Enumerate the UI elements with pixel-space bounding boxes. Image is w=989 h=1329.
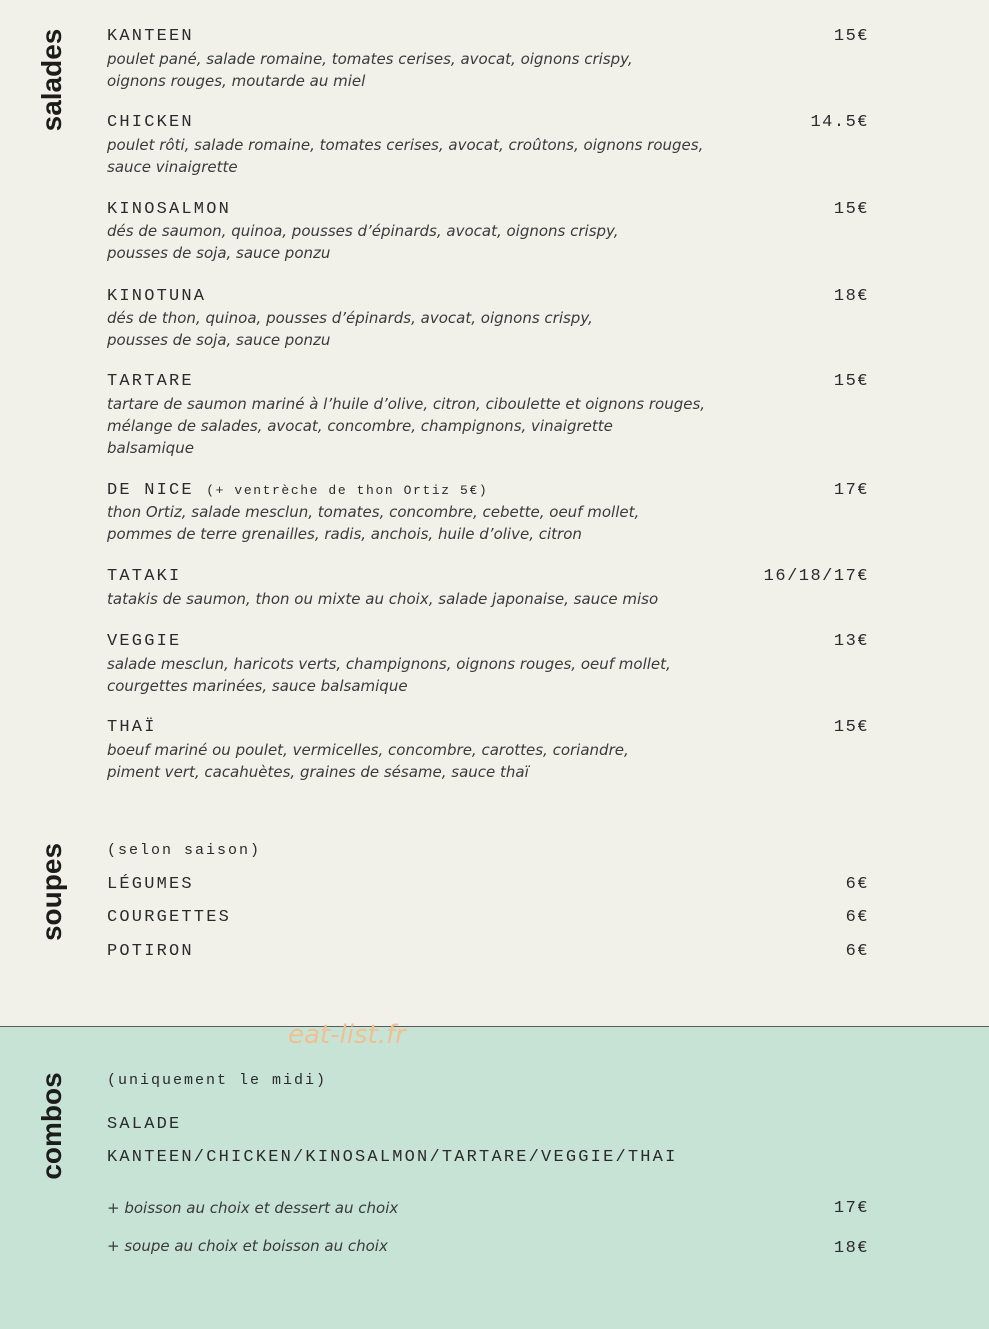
section-title-combos: combos xyxy=(36,1072,67,1180)
menu-item-desc: dés de saumon, quinoa, pousses d’épinards, avocat, oignons crispy, pousses de soja, sauce ponzu xyxy=(107,222,619,262)
combos-choices: KANTEEN/CHICKEN/KINOSALMON/TARTARE/VEGGIE/THAI xyxy=(107,1148,678,1167)
menu-item-price: 14.5€ xyxy=(810,113,869,132)
menu-item-name: VEGGIE xyxy=(107,632,182,651)
watermark: eat-list.fr xyxy=(288,1020,406,1050)
menu-item-price: 15€ xyxy=(833,372,869,391)
menu-item-name: THAÏ xyxy=(107,718,157,737)
combos-note: (uniquement le midi) xyxy=(107,1072,328,1089)
combo-option-price: 18€ xyxy=(833,1239,869,1258)
soupes-note: (selon saison) xyxy=(107,842,262,859)
menu-item-name: TARTARE xyxy=(107,372,194,391)
menu-item-name: TATAKI xyxy=(107,567,182,586)
combo-option: + soupe au choix et boisson au choix xyxy=(107,1237,388,1255)
menu-item-price: 15€ xyxy=(833,718,869,737)
menu-item-desc: boeuf mariné ou poulet, vermicelles, concombre, carottes, coriandre, piment vert, cacahuètes, graines de sésame, sauce thaï xyxy=(107,741,629,781)
section-title-salades: salades xyxy=(36,28,67,132)
menu-item-note: (+ ventrèche de thon Ortiz 5€) xyxy=(206,483,489,498)
menu-item-name: KANTEEN xyxy=(107,27,194,46)
menu-item-name: LÉGUMES xyxy=(107,875,194,894)
menu-item-price: 15€ xyxy=(833,27,869,46)
menu-item-desc: tartare de saumon mariné à l’huile d’olive, citron, ciboulette et oignons rouges, mélange de salades, avocat, concombre, champignons, vinaigrette balsamique xyxy=(107,395,706,457)
section-title-soupes: soupes xyxy=(36,842,67,942)
menu-item-name: KINOTUNA xyxy=(107,287,207,306)
combo-option-price: 17€ xyxy=(833,1199,869,1218)
menu-item-name: KINOSALMON xyxy=(107,200,232,219)
menu-item-desc: salade mesclun, haricots verts, champignons, oignons rouges, oeuf mollet, courgettes marinées, sauce balsamique xyxy=(107,655,671,695)
menu-item-price: 6€ xyxy=(845,942,869,961)
menu-item-desc: poulet pané, salade romaine, tomates cerises, avocat, oignons crispy, oignons rouges, moutarde au miel xyxy=(107,50,633,90)
menu-item-name: COURGETTES xyxy=(107,908,232,927)
menu-item-name: DE NICE (+ ventrèche de thon Ortiz 5€) xyxy=(107,481,489,500)
menu-item-price: 15€ xyxy=(833,200,869,219)
menu-item-price: 18€ xyxy=(833,287,869,306)
menu-item-price: 6€ xyxy=(845,908,869,927)
menu-item-name: CHICKEN xyxy=(107,113,194,132)
menu-item-price: 6€ xyxy=(845,875,869,894)
menu-item-desc: dés de thon, quinoa, pousses d’épinards, avocat, oignons crispy, pousses de soja, sauce ponzu xyxy=(107,309,593,349)
menu-item-price: 17€ xyxy=(833,481,869,500)
menu-item-price: 16/18/17€ xyxy=(763,567,869,586)
menu-item-name: POTIRON xyxy=(107,942,194,961)
combo-option: + boisson au choix et dessert au choix xyxy=(107,1199,399,1217)
menu-item-desc: thon Ortiz, salade mesclun, tomates, concombre, cebette, oeuf mollet, pommes de terre grenailles, radis, anchois, huile d’olive, citron xyxy=(107,503,640,543)
menu-item-desc: tatakis de saumon, thon ou mixte au choix, salade japonaise, sauce miso xyxy=(107,590,659,608)
menu-item-price: 13€ xyxy=(833,632,869,651)
menu-item-desc: poulet rôti, salade romaine, tomates cerises, avocat, croûtons, oignons rouges, sauce vinaigrette xyxy=(107,136,704,176)
combos-title: SALADE xyxy=(107,1115,182,1134)
